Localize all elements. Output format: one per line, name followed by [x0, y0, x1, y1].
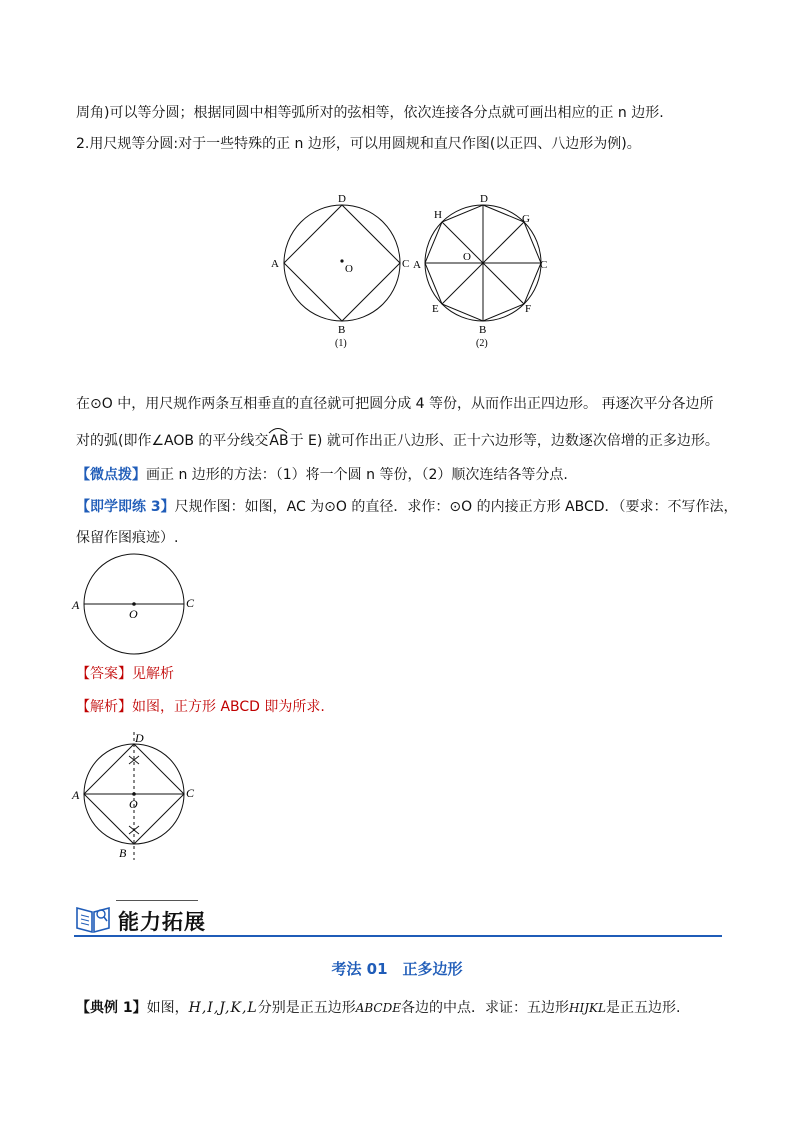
example-shape: ABCDE — [355, 1001, 401, 1015]
fig2-label-o: O — [463, 251, 471, 263]
section-divider — [74, 935, 722, 937]
fig4-label-a: A — [72, 788, 80, 802]
fig1-label-c: C — [402, 258, 410, 270]
book-icon — [74, 902, 112, 934]
example-line — [76, 998, 680, 1018]
section-title: 能力拓展 — [118, 910, 206, 934]
fig2-label-c: C — [540, 259, 548, 271]
fig2-label-g: G — [522, 213, 530, 225]
intro-line-2: 2.用尺规等分圆:对于一些特殊的正 n 边形，可以用圆规和直尺作图(以正四、八边形为例)。 — [76, 136, 641, 152]
figure-circle-diameter — [68, 552, 208, 657]
analysis-tag: 【解析】 — [76, 699, 132, 715]
fig2-label-d: D — [480, 193, 488, 205]
explanation-line-2-after: 于 E) 就可作出正八边形、正十六边形等，边数逐次倍增的正多边形。 — [289, 433, 719, 449]
section-title-overline — [116, 900, 198, 901]
fig3-label-a: A — [72, 598, 80, 612]
fig4-label-d: D — [135, 731, 144, 745]
figure-inscribed-square — [262, 188, 422, 353]
kaofa-heading: 考法 01 正多边形 — [331, 960, 463, 978]
explanation-line-2-before: 对的弧(即作∠AOB 的平分线交 — [76, 433, 269, 449]
fig4-label-c: C — [186, 786, 195, 800]
fig4-label-b: B — [119, 846, 127, 860]
practice-line-2: 保留作图痕迹）. — [76, 530, 179, 546]
tip-tag: 【微点拨】 — [76, 467, 146, 483]
fig1-label-b: B — [338, 324, 346, 336]
fig1-caption: (1) — [335, 338, 347, 349]
example-shape2: HIJKL — [569, 1001, 606, 1015]
figure-square-construction — [68, 726, 208, 864]
example-text-mid: 分别是正五边形 — [257, 1000, 356, 1016]
practice-line-1 — [76, 497, 738, 517]
fig3-label-c: C — [186, 596, 195, 610]
answer-tag: 【答案】 — [76, 666, 132, 682]
answer-line — [76, 664, 174, 684]
fig1-label-a: A — [271, 258, 279, 270]
example-text-before: 如图， — [146, 1000, 189, 1016]
answer-text: 见解析 — [132, 666, 174, 682]
fig2-label-h: H — [434, 209, 442, 221]
fig2-label-a: A — [413, 259, 421, 271]
arc-label: AB — [269, 433, 289, 449]
example-points: H,I,J,K,L — [188, 1000, 258, 1016]
analysis-text: 如图，正方形 ABCD 即为所求. — [132, 699, 325, 715]
example-tag: 【典例 1】 — [76, 1000, 147, 1016]
analysis-line — [76, 697, 325, 717]
figure-inscribed-octagon — [410, 188, 560, 353]
practice-tag: 【即学即练 3】 — [76, 499, 175, 515]
fig1-label-o: O — [345, 263, 353, 275]
fig2-caption: (2) — [476, 338, 488, 349]
fig2-label-e: E — [432, 303, 439, 315]
example-text-mid2: 各边的中点．求证：五边形 — [401, 1000, 569, 1016]
fig2-label-f: F — [525, 303, 532, 315]
arc-mark-icon — [268, 426, 288, 434]
fig2-label-b: B — [479, 324, 487, 336]
fig4-label-o: O — [129, 797, 138, 811]
fig3-label-o: O — [129, 607, 138, 621]
intro-line-1: 周角)可以等分圆；根据同圆中相等弧所对的弦相等，依次连接各分点就可画出相应的正 n 边形. — [76, 105, 664, 121]
explanation-line-1: 在⊙O 中，用尺规作两条互相垂直的直径就可把圆分成 4 等份，从而作出正四边形。 再逐次平分各边所 — [76, 396, 714, 412]
tip-line — [76, 465, 568, 485]
fig1-label-d: D — [338, 193, 346, 205]
practice-text-1: 尺规作图：如图，AC 为⊙O 的直径．求作：⊙O 的内接正方形 ABCD．（要求：不写作法， — [174, 499, 738, 515]
example-text-end: 是正五边形. — [605, 1000, 681, 1016]
explanation-line-2 — [76, 431, 719, 451]
arc-ab — [268, 431, 289, 451]
tip-text: 画正 n 边形的方法：（1）将一个圆 n 等份，（2）顺次连结各等分点. — [146, 467, 568, 483]
